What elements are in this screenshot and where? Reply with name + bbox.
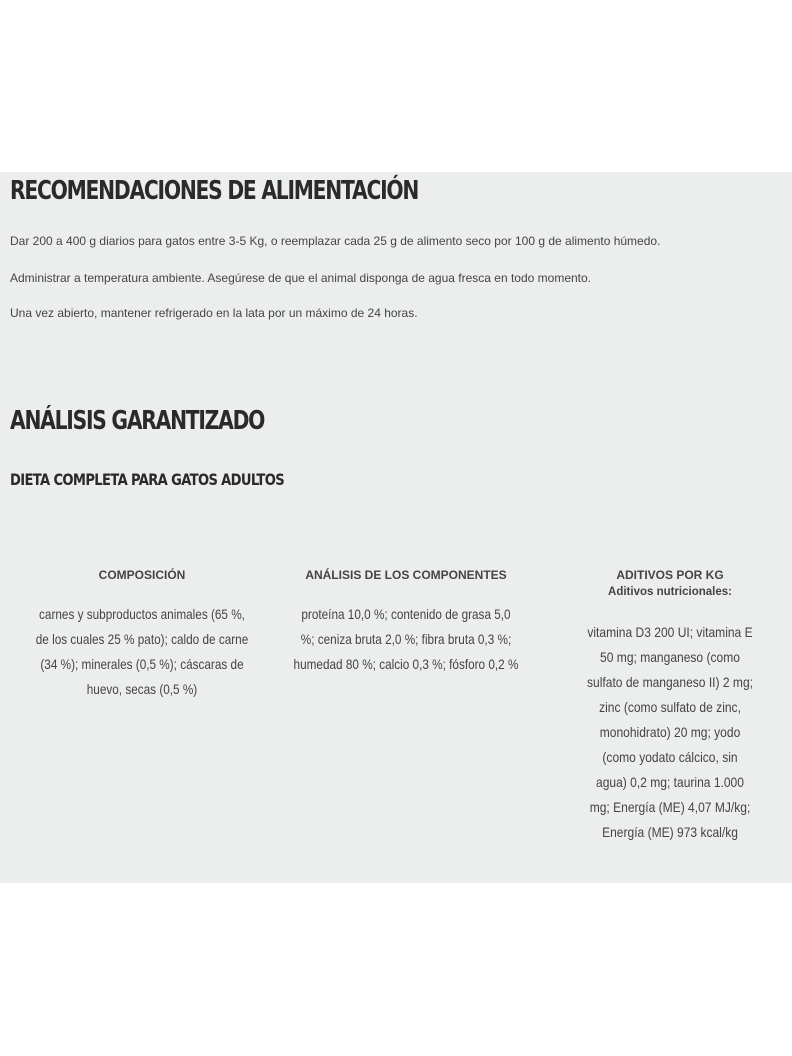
additives-heading: ADITIVOS POR KG xyxy=(616,568,724,582)
feeding-paragraph-3: Una vez abierto, mantener refrigerado en la lata por un máximo de 24 horas. xyxy=(10,306,418,320)
feeding-title: RECOMENDACIONES DE ALIMENTACIÓN xyxy=(10,176,419,206)
feeding-paragraph-2: Administrar a temperatura ambiente. Asegúrese de que el animal disponga de agua fresca en todo momento. xyxy=(10,271,592,285)
feeding-paragraph-1: Dar 200 a 400 g diarios para gatos entre 3-5 Kg, o reemplazar cada 25 g de alimento seco por 100 g de alimento húmedo. xyxy=(10,234,661,248)
additives-text: vitamina D3 200 UI; vitamina E 50 mg; manganeso (como sulfato de manganeso II) 2 mg; zinc (como sulfato de zinc, monohidrato) 20 mg; yodo (como yodato cálcico, sin agua) 0,2 mg; taurina 1.000 mg; Energía (ME) 4,07 MJ/kg; Energía (ME) 973 kcal/kg xyxy=(587,624,753,840)
analysis-subtitle: DIETA COMPLETA PARA GATOS ADULTOS xyxy=(10,470,285,489)
additives-subheading: Aditivos nutricionales: xyxy=(608,586,732,598)
components-column xyxy=(272,568,540,677)
composition-text: carnes y subproductos animales (65 %, de los cuales 25 % pato); caldo de carne (34 %); minerales (0,5 %); cáscaras de huevo, secas (0,5 %) xyxy=(35,606,249,697)
components-text: proteína 10,0 %; contenido de grasa 5,0 %; ceniza bruta 2,0 %; fibra bruta 0,3 %; humedad 80 %; calcio 0,3 %; fósforo 0,2 % xyxy=(293,606,519,672)
components-heading: ANÁLISIS DE LOS COMPONENTES xyxy=(305,568,507,582)
analysis-title: ANÁLISIS GARANTIZADO xyxy=(10,406,265,436)
additives-column xyxy=(572,568,768,845)
composition-heading: COMPOSICIÓN xyxy=(98,568,186,582)
composition-column xyxy=(12,568,272,702)
